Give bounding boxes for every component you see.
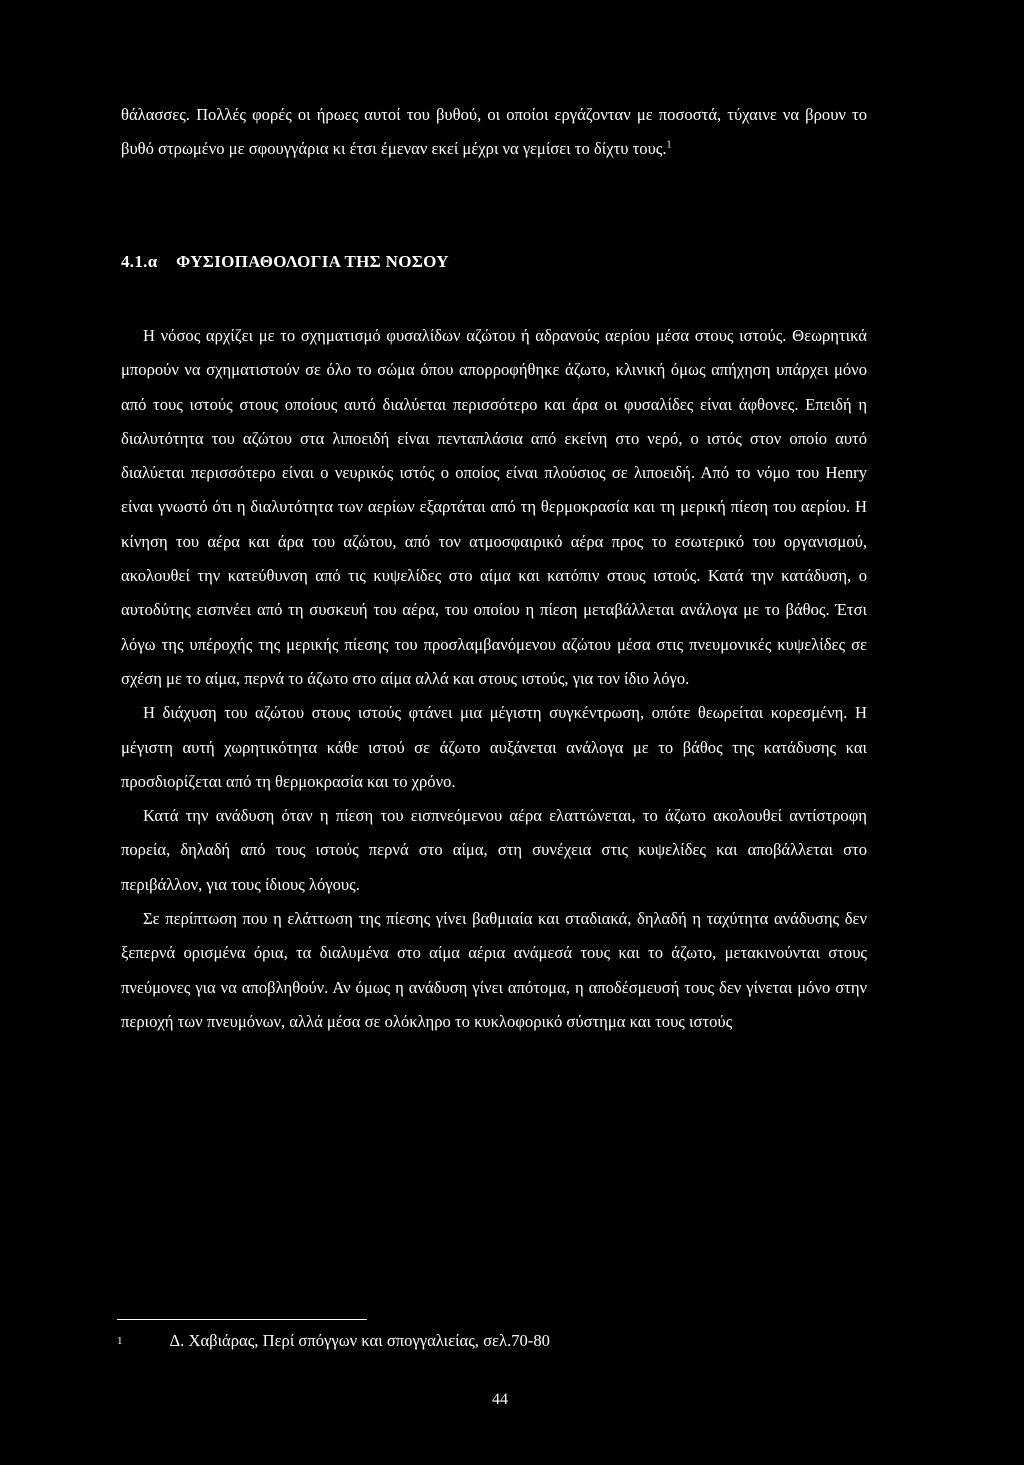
footnote-reference: 1	[666, 139, 672, 151]
body-paragraph: Η διάχυση του αζώτου στους ιστούς φτάνει μια μέγιστη συγκέντρωση, οπότε θεωρείται κορεσμένη. Η μέγιστη αυτή χωρητικότητα κάθε ιστού σε άζωτο αυξάνεται ανάλογα με το βάθος της κατάδυσης και προσδιορίζεται από τη θερμοκρασία και το χρόνο.	[121, 703, 867, 791]
body-paragraph: Κατά την ανάδυση όταν η πίεση του εισπνεόμενου αέρα ελαττώνεται, το άζωτο ακολουθεί αντίστροφη πορεία, δηλαδή από τους ιστούς περνά στο αίμα, στη συνέχεια στις κυψελίδες και αποβάλλεται στο περιβάλλον, για τους ίδιους λόγους.	[121, 806, 867, 894]
footnote-divider	[117, 1319, 367, 1320]
body-paragraph: Η νόσος αρχίζει με το σχηματισμό φυσαλίδων αζώτου ή αδρανούς αερίου μέσα στους ιστούς. Θεωρητικά μπορούν να σχηματιστούν σε όλο το σώμα όπου απορροφήθηκε άζωτο, κλινική όμως απήχηση υπάρχει μόνο από τους ιστούς στους οποίους αυτό διαλύεται περισσότερο και άρα οι φυσαλίδες είναι άφθονες. Επειδή η διαλυτότητα του αζώτου στα λιποειδή είναι πενταπλάσια από εκείνη στο νερό, ο ιστός στον οποίο αυτό διαλύεται περισσότερο είναι ο νευρικός ιστός ο οποίος είναι πλούσιος σε λιποειδή. Από το νόμο του Henry είναι γνωστό ότι η διαλυτότητα των αερίων εξαρτάται από τη θερμοκρασία και τη μερική πίεση του αερίου. Η κίνηση του αέρα και άρα του αζώτου, από τον ατμοσφαιρικό αέρα προς το εσωτερικό του οργανισμού, ακολουθεί την κατεύθυνση από τις κυψελίδες στο αίμα και κατόπιν στους ιστούς. Κατά την κατάδυση, ο αυτοδύτης εισπνέει από τη συσκευή του αέρα, του οποίου η πίεση μεταβάλλεται ανάλογα με το βάθος. Έτσι λόγω της υπέροχής της μερικής πίεσης του προσλαμβανόμενου αζώτου μέσα στις πνευμονικές κυψελίδες σε σχέση με το αίμα, περνά το άζωτο στο αίμα αλλά και στους ιστούς, για τον ίδιο λόγο.	[121, 326, 867, 688]
section-number: 4.1.α	[121, 252, 158, 271]
page-number: 44	[492, 1391, 508, 1408]
footnote-mark: 1	[117, 1335, 123, 1347]
section-heading	[121, 245, 449, 279]
footnote-text: Δ. Χαβιάρας, Περί σπόγγων και σπογγαλιείας, σελ.70-80	[169, 1331, 550, 1350]
paragraph-intro	[121, 98, 867, 167]
body-text	[121, 319, 867, 1039]
section-title: ΦΥΣΙΟΠΑΘΟΛΟΓΙΑ ΤΗΣ ΝΟΣΟΥ	[176, 252, 449, 271]
footnote	[117, 1329, 550, 1353]
body-paragraph: Σε περίπτωση που η ελάττωση της πίεσης γίνει βαθμιαία και σταδιακά, δηλαδή η ταχύτητα ανάδυσης δεν ξεπερνά ορισμένα όρια, τα διαλυμένα στο αίμα αέρια ανάμεσά τους και το άζωτο, μετακινούνται στους πνεύμονες για να αποβληθούν. Αν όμως η ανάδυση γίνει απότομα, η αποδέσμευσή τους δεν γίνεται μόνο στην περιοχή των πνευμόνων, αλλά μέσα σε ολόκληρο το κυκλοφορικό σύστημα και τους ιστούς	[121, 909, 867, 1031]
paragraph-intro-text: θάλασσες. Πολλές φορές οι ήρωες αυτοί του βυθού, οι οποίοι εργάζονταν με ποσοστά, τύχαινε να βρουν το βυθό στρωμένο με σφουγγάρια κι έτσι έμεναν εκεί μέχρι να γεμίσει το δίχτυ τους.	[121, 105, 867, 159]
